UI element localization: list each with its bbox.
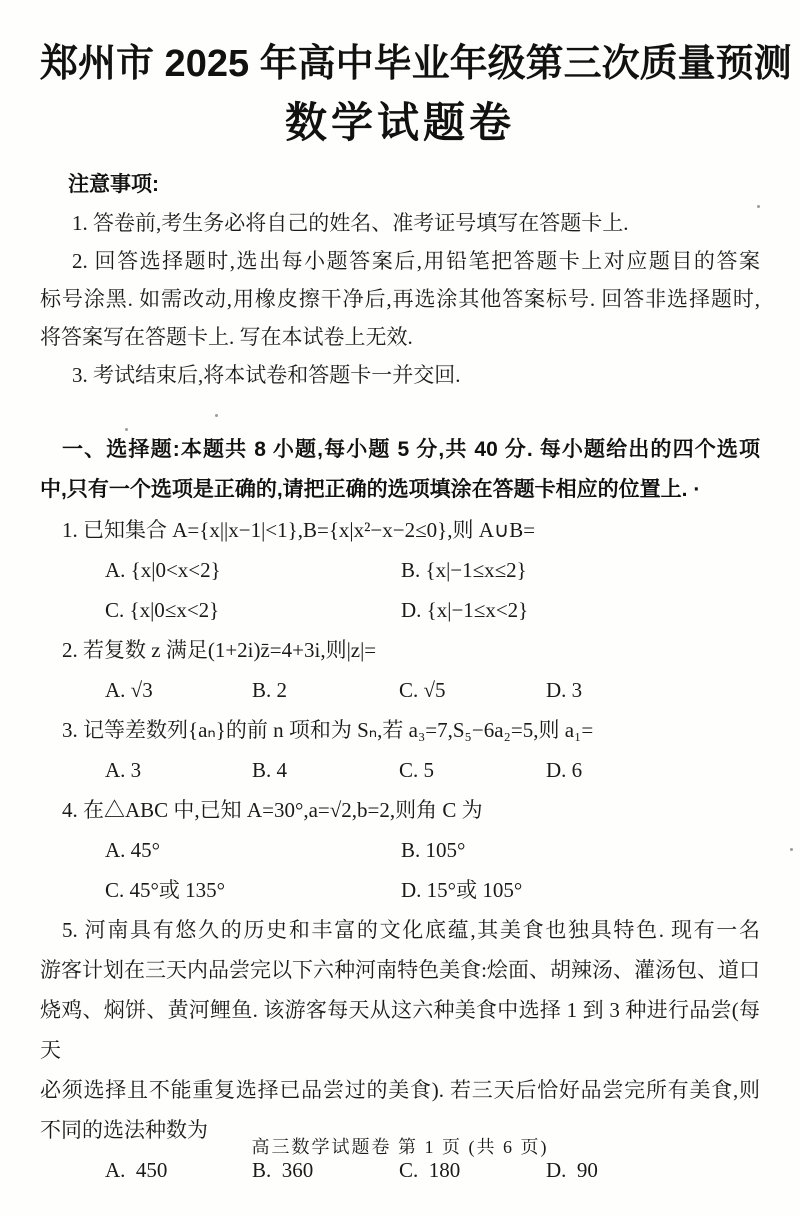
question-5-stem-line-1: 5. 河南具有悠久的历史和丰富的文化底蕴,其美食也独具特色. 现有一名 bbox=[62, 918, 760, 942]
question-2-option-a: A. √3 bbox=[105, 678, 153, 702]
question-5-option-c: C. 180 bbox=[399, 1158, 461, 1182]
notice-line-4: 将答案写在答题卡上. 写在本试卷上无效. bbox=[40, 325, 413, 349]
scan-speck bbox=[125, 428, 128, 431]
question-1 bbox=[40, 510, 760, 630]
question-4-option-a: A. 45° bbox=[105, 838, 161, 862]
page-title: 郑州市 2025 年高中毕业年级第三次质量预测 bbox=[40, 43, 792, 85]
question-3-option-a: A. 3 bbox=[105, 758, 142, 782]
question-5-option-b: B. 360 bbox=[252, 1158, 314, 1182]
notice-line-2: 2. 回答选择题时,选出每小题答案后,用铅笔把答题卡上对应题目的答案 bbox=[72, 249, 760, 273]
choice-section-header bbox=[40, 430, 760, 510]
scan-speck bbox=[757, 205, 760, 208]
question-2-option-b: B. 2 bbox=[252, 678, 288, 702]
page-subtitle: 数学试题卷 bbox=[284, 99, 515, 146]
question-4-options-row-2 bbox=[40, 870, 760, 910]
page-footer: 高三数学试题卷 第 1 页 (共 6 页) bbox=[251, 1137, 549, 1157]
notice-section bbox=[40, 166, 760, 394]
question-5-option-d: D. 90 bbox=[546, 1158, 598, 1182]
notice-line-1: 1. 答卷前,考生务必将自己的姓名、准考证号填写在答题卡上. bbox=[72, 211, 629, 235]
question-4-stem: 4. 在△ABC 中,已知 A=30°,a=√2,b=2,则角 C 为 bbox=[62, 798, 483, 822]
section-header-line-1: 一、选择题:本题共 8 小题,每小题 5 分,共 40 分. 每小题给出的四个选项 bbox=[62, 438, 760, 461]
question-1-option-a: A. {x|0<x<2} bbox=[105, 558, 221, 582]
notice-line-5: 3. 考试结束后,将本试卷和答题卡一并交回. bbox=[72, 363, 461, 387]
question-3-option-b: B. 4 bbox=[252, 758, 288, 782]
question-1-options-row-2 bbox=[40, 590, 760, 630]
scan-speck bbox=[790, 848, 793, 851]
question-3-option-d: D. 6 bbox=[546, 758, 583, 782]
question-1-option-c: C. {x|0≤x<2} bbox=[105, 598, 220, 622]
scan-speck bbox=[215, 414, 218, 417]
question-2-option-d: D. 3 bbox=[546, 678, 583, 702]
question-1-option-d: D. {x|−1≤x<2} bbox=[401, 598, 529, 622]
question-5-stem-line-5: 不同的选法种数为 bbox=[40, 1118, 208, 1142]
question-5-stem-line-2: 游客计划在三天内品尝完以下六种河南特色美食:烩面、胡辣汤、灌汤包、道口 bbox=[40, 958, 760, 982]
question-5-stem-line-3: 烧鸡、焖饼、黄河鲤鱼. 该游客每天从这六种美食中选择 1 到 3 种进行品尝(每天 bbox=[40, 998, 760, 1062]
question-4-options-row-1 bbox=[40, 830, 760, 870]
question-4-option-d: D. 15°或 105° bbox=[401, 878, 523, 902]
question-1-options-row-1 bbox=[40, 550, 760, 590]
question-2-option-c: C. √5 bbox=[399, 678, 446, 702]
question-1-stem: 1. 已知集合 A={x||x−1|<1},B={x|x²−x−2≤0},则 A∪B= bbox=[62, 518, 536, 542]
question-5-stem-line-4: 必须选择且不能重复选择已品尝过的美食). 若三天后恰好品尝完所有美食,则 bbox=[40, 1078, 760, 1102]
question-3-option-c: C. 5 bbox=[399, 758, 435, 782]
question-4-option-c: C. 45°或 135° bbox=[105, 878, 226, 902]
question-2 bbox=[40, 630, 760, 710]
question-5-option-a: A. 450 bbox=[105, 1158, 168, 1182]
question-4-option-b: B. 105° bbox=[401, 838, 466, 862]
notice-line-3: 标号涂黑. 如需改动,用橡皮擦干净后,再选涂其他答案标号. 回答非选择题时, bbox=[40, 287, 760, 311]
question-2-options-row bbox=[40, 670, 760, 710]
question-4 bbox=[40, 790, 760, 910]
question-3-options-row bbox=[40, 750, 760, 790]
notice-heading: 注意事项: bbox=[68, 173, 159, 196]
question-1-option-b: B. {x|−1≤x≤2} bbox=[401, 558, 527, 582]
section-header-line-2: 中,只有一个选项是正确的,请把正确的选项填涂在答题卡相应的位置上. · bbox=[40, 478, 701, 501]
question-3-stem: 3. 记等差数列{aₙ}的前 n 项和为 Sₙ,若 a₃=7,S₅−6a₂=5,则 a₁= bbox=[62, 718, 594, 742]
question-2-stem: 2. 若复数 z 满足(1+2i)z̄=4+3i,则|z|= bbox=[62, 638, 377, 662]
question-3 bbox=[40, 710, 760, 790]
